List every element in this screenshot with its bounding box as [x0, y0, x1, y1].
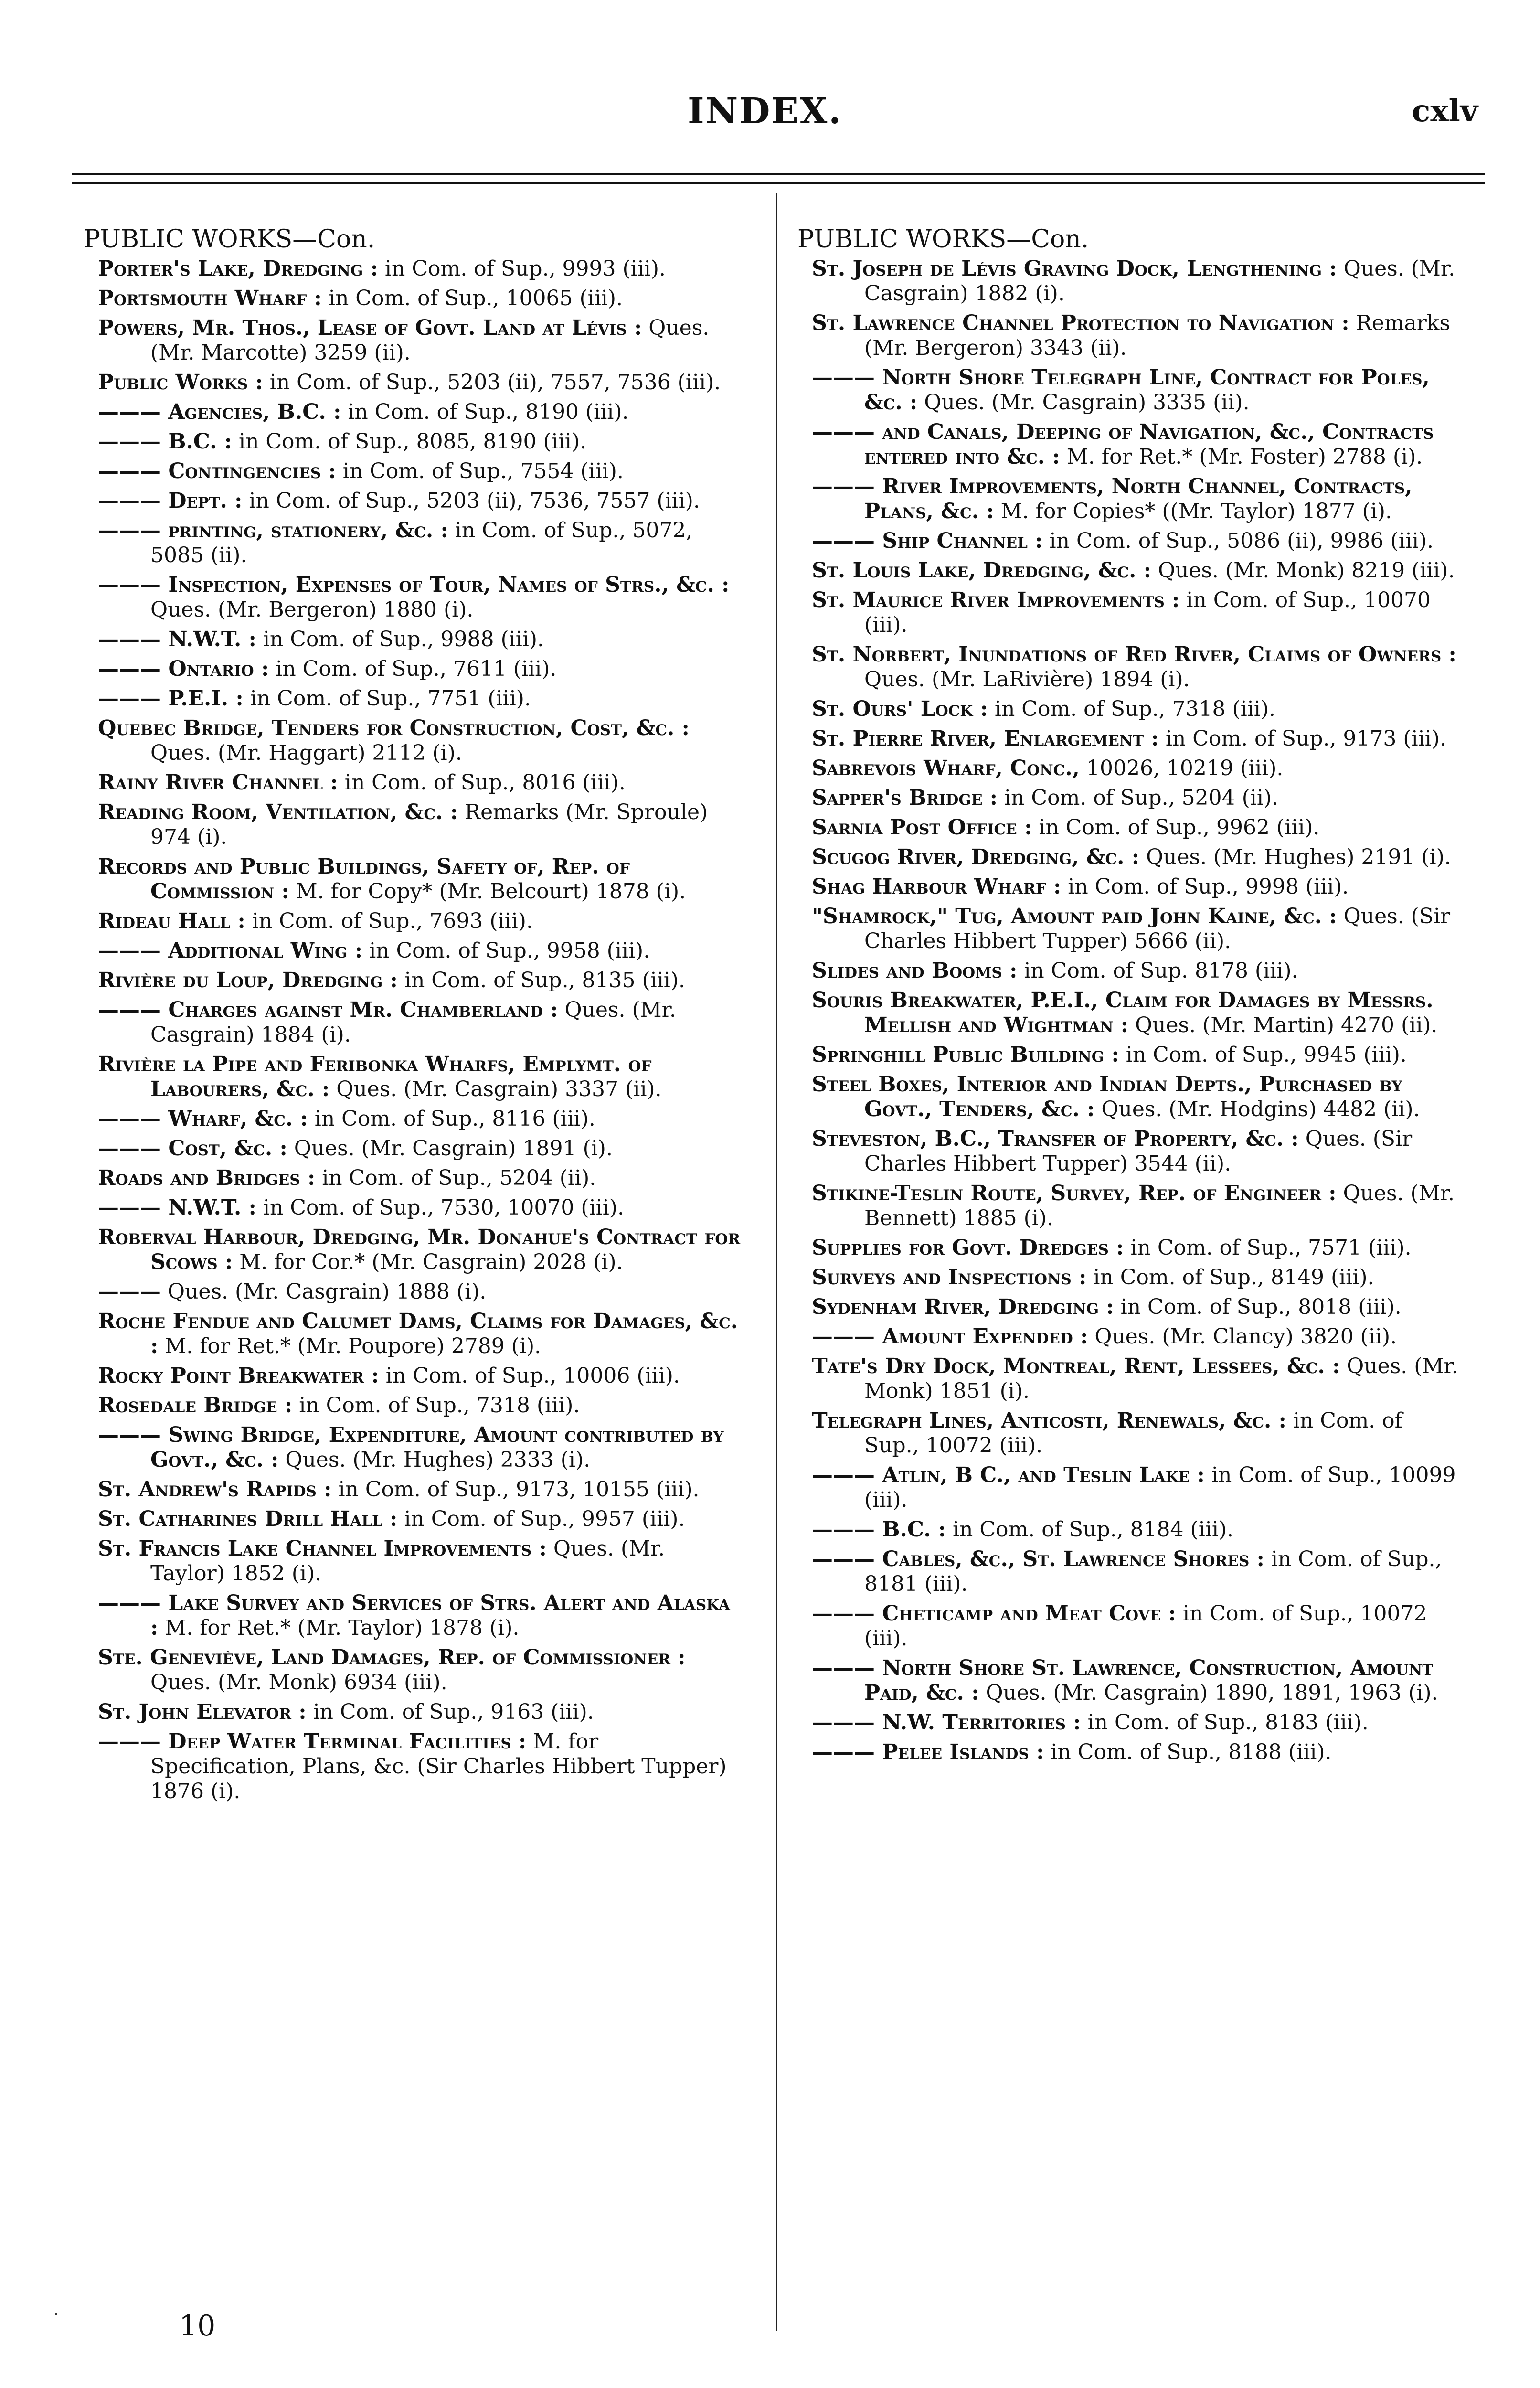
entry-heading: Rivière la Pipe and Feribonka Wharfs, Emplymt. of Labourers, &c. :: [98, 1052, 652, 1101]
entry-heading: Telegraph Lines, Anticosti, Renewals, &c. :: [812, 1408, 1286, 1433]
entry-reference: Ques. (Mr. Hodgins) 4482 (ii).: [1101, 1097, 1420, 1121]
index-entry: [797, 420, 1459, 469]
entry-reference: in Com. of Sup., 9957 (iii).: [404, 1507, 685, 1531]
index-entry: [797, 529, 1459, 554]
entry-heading: St. Joseph de Lévis Graving Dock, Lengthening :: [812, 256, 1337, 281]
entry-heading: St. Lawrence Channel Protection to Navigation :: [812, 311, 1349, 335]
entry-reference: Remarks (Mr. Bergeron) 3343 (ii).: [864, 311, 1450, 360]
entry-reference: Ques. (Mr. Casgrain) 1890, 1891, 1963 (i).: [986, 1681, 1438, 1705]
entry-heading: Steveston, B.C., Transfer of Property, &c. :: [812, 1127, 1299, 1151]
entry-heading: ——— Deep Water Terminal Facilities :: [98, 1729, 527, 1754]
entry-heading: Souris Breakwater, P.E.I., Claim for Damages by Messrs. Mellish and Wightman :: [812, 988, 1434, 1037]
entry-heading: Sarnia Post Office :: [812, 815, 1032, 840]
index-entry: [797, 1463, 1459, 1513]
index-entry: [84, 627, 745, 652]
entry-heading: ——— Agencies, B.C. :: [98, 400, 341, 424]
entry-reference: Ques. (Mr. Bennett) 1885 (i).: [864, 1181, 1455, 1230]
entry-heading: Springhill Public Building :: [812, 1043, 1119, 1067]
index-entry: [797, 1601, 1459, 1651]
entry-heading: Rosedale Bridge :: [98, 1393, 293, 1418]
entry-heading: Portsmouth Wharf :: [98, 286, 322, 310]
entry-heading: Stikine-Teslin Route, Survey, Rep. of Engineer :: [812, 1181, 1337, 1205]
index-entry: [84, 770, 745, 795]
entry-reference: in Com. of Sup., 8016 (iii).: [344, 770, 626, 795]
index-entry: [84, 1700, 745, 1725]
header-rule-bottom: [72, 182, 1485, 184]
entry-reference: in Com. of Sup., 8188 (iii).: [1051, 1740, 1332, 1764]
entry-reference: in Com. of Sup. 8178 (iii).: [1024, 959, 1298, 983]
entry-reference: Ques. (Mr. Monk) 6934 (iii).: [150, 1670, 447, 1695]
index-entry: [797, 1740, 1459, 1765]
entry-heading: Roads and Bridges :: [98, 1166, 316, 1190]
index-entry: [797, 697, 1459, 722]
index-entry: [84, 1107, 745, 1131]
entry-reference: Ques. (Mr. Taylor) 1852 (i).: [150, 1536, 665, 1586]
entry-heading: Roche Fendue and Calumet Dams, Claims for Damages, &c. :: [98, 1309, 738, 1358]
entry-heading: ——— North Shore Telegraph Line, Contract for Poles, &c. :: [812, 365, 1430, 415]
entry-reference: in Com. of Sup., 7571 (iii).: [1130, 1236, 1412, 1260]
index-entry: [797, 1656, 1459, 1706]
entry-reference: Ques. (Mr. Hughes) 2191 (i).: [1146, 845, 1451, 869]
index-entry: [797, 1547, 1459, 1597]
index-entry: [84, 518, 745, 568]
entry-heading: St. Maurice River Improvements :: [812, 588, 1180, 612]
section-heading: PUBLIC WORKS—Con.: [797, 225, 1089, 254]
entry-reference: in Com. of Sup., 5203 (ii), 7536, 7557 (iii).: [249, 489, 700, 513]
entry-heading: Shag Harbour Wharf :: [812, 874, 1062, 899]
entry-heading: Reading Room, Ventilation, &c. :: [98, 800, 458, 824]
entry-reference: in Com. of Sup., 9173 (iii).: [1165, 726, 1446, 751]
entry-heading: ——— Cheticamp and Meat Cove :: [812, 1601, 1176, 1626]
index-entry: [797, 1354, 1459, 1404]
entry-heading: ——— Additional Wing :: [98, 938, 363, 963]
index-entry: [84, 1052, 745, 1102]
entry-heading: Records and Public Buildings, Safety of, Rep. of Commission :: [98, 854, 630, 904]
index-entry: [84, 854, 745, 904]
entry-reference: in Com. of Sup., 10099 (iii).: [864, 1463, 1456, 1512]
index-entry: [84, 1507, 745, 1532]
speck-dot: [55, 2313, 57, 2315]
entry-heading: Tate's Dry Dock, Montreal, Rent, Lessees, &c. :: [812, 1354, 1340, 1378]
entry-reference: M. for Specification, Plans, &c. (Sir Charles Hibbert Tupper) 1876 (i).: [150, 1729, 727, 1803]
entry-reference: in Com. of Sup., 10072 (iii).: [864, 1601, 1427, 1651]
entry-reference: in Com. of Sup., 7611 (iii).: [276, 657, 557, 681]
index-entry: [797, 786, 1459, 810]
entry-reference: in Com. of Sup., 9962 (iii).: [1039, 815, 1320, 840]
entry-heading: Surveys and Inspections :: [812, 1265, 1087, 1290]
index-entries: [797, 256, 1459, 1765]
index-entry: [797, 988, 1459, 1038]
entry-reference: Ques. (Mr. Clancy) 3820 (ii).: [1094, 1324, 1397, 1349]
entry-heading: St. Norbert, Inundations of Red River, Claims of Owners :: [812, 642, 1456, 667]
index-entries: [84, 256, 745, 1804]
entry-heading: Rivière du Loup, Dredging :: [98, 968, 398, 992]
entry-heading: St. Louis Lake, Dredging, &c. :: [812, 558, 1151, 583]
index-entry: [84, 256, 745, 281]
entry-reference: M. for Ret.* (Mr. Taylor) 1878 (i).: [165, 1616, 520, 1640]
index-entry: [84, 1166, 745, 1191]
entry-reference: Ques. (Mr. Monk) 8219 (iii).: [1158, 558, 1455, 583]
entry-reference: Ques. (Mr. Casgrain) 1891 (i).: [294, 1136, 613, 1161]
entry-reference: Ques. (Mr. Hughes) 2333 (i).: [285, 1448, 591, 1472]
index-entry: [84, 459, 745, 484]
index-entry: [797, 365, 1459, 415]
entry-reference: in Com. of Sup., 7318 (iii).: [994, 697, 1276, 721]
entry-reference: Ques. (Mr. LaRivière) 1894 (i).: [864, 667, 1190, 692]
entry-heading: Slides and Booms :: [812, 959, 1018, 983]
entry-heading: Steel Boxes, Interior and Indian Depts., Purchased by Govt., Tenders, &c. :: [812, 1072, 1402, 1121]
entry-heading: ——— Charges against Mr. Chamberland :: [98, 998, 558, 1022]
entry-heading: ——— printing, stationery, &c. :: [98, 518, 448, 543]
entry-heading: ——— Swing Bridge, Expenditure, Amount contributed by Govt., &c. :: [98, 1423, 724, 1472]
entry-reference: in Com. of Sup., 8149 (iii).: [1093, 1265, 1374, 1290]
index-entry: [797, 1265, 1459, 1290]
index-entry: [797, 1517, 1459, 1542]
entry-heading: ——— Pelee Islands :: [812, 1740, 1044, 1764]
index-entry: [797, 815, 1459, 840]
entry-reference: in Com. of Sup., 10006 (iii).: [385, 1364, 680, 1388]
index-entry: [84, 657, 745, 682]
entry-heading: ——— B.C. :: [98, 429, 232, 454]
index-entry: [797, 1295, 1459, 1320]
index-entry: [84, 686, 745, 711]
entry-reference: in Com. of Sup., 9945 (iii).: [1126, 1043, 1407, 1067]
entry-reference: Ques. (Sir Charles Hibbert Tupper) 5666 (ii).: [864, 904, 1451, 953]
index-entry: [84, 1364, 745, 1388]
entry-reference: in Com. of Sup., 5203 (ii), 7557, 7536 (iii).: [269, 370, 721, 394]
index-entry: [84, 909, 745, 934]
page-title: INDEX.: [688, 91, 843, 132]
entry-reference: in Com. of Sup., 9958 (iii).: [369, 938, 650, 963]
entry-reference: 10026, 10219 (iii).: [1086, 756, 1284, 780]
entry-reference: M. for Cor.* (Mr. Casgrain) 2028 (i).: [239, 1250, 623, 1274]
index-entry: [797, 588, 1459, 638]
entry-reference: in Com. of Sup., 7693 (iii).: [252, 909, 533, 933]
entry-heading: Ste. Geneviève, Land Damages, Rep. of Commissioner :: [98, 1645, 686, 1670]
index-entry: [797, 1408, 1459, 1458]
entry-heading: ——— Amount Expended :: [812, 1324, 1088, 1349]
index-entry: [84, 1423, 745, 1472]
index-entry: [84, 286, 745, 311]
entry-reference: in Com. of Sup., 10065 (iii).: [328, 286, 623, 310]
index-entry: [84, 1591, 745, 1641]
entry-reference: Ques. (Mr. Casgrain) 1884 (i).: [150, 998, 676, 1047]
entry-reference: in Com. of Sup., 8181 (iii).: [864, 1547, 1442, 1596]
left-column: [84, 227, 745, 1809]
right-column: [797, 227, 1459, 1770]
entry-reference: M. for Ret.* (Mr. Poupore) 2789 (i).: [165, 1334, 542, 1358]
entry-reference: in Com. of Sup., 10072 (iii).: [864, 1408, 1402, 1458]
entry-reference: in Com. of Sup., 7530, 10070 (iii).: [263, 1195, 624, 1220]
entry-reference: in Com. of Sup., 7751 (iii).: [250, 686, 531, 711]
index-entry: [797, 1710, 1459, 1735]
entry-heading: ——— N.W. Territories :: [812, 1710, 1081, 1735]
entry-heading: "Shamrock," Tug, Amount paid John Kaine, &c. :: [812, 904, 1337, 928]
entry-heading: Rainy River Channel :: [98, 770, 338, 795]
index-entry: [84, 429, 745, 454]
entry-heading: ——— B.C. :: [812, 1517, 946, 1542]
index-entry: [84, 1309, 745, 1359]
entry-heading: St. Francis Lake Channel Improvements :: [98, 1536, 547, 1561]
index-entry: [84, 1136, 745, 1161]
entry-heading: Porter's Lake, Dredging :: [98, 256, 378, 281]
entry-heading: ——— and Canals, Deeping of Navigation, &c., Contracts entered into &c. :: [812, 420, 1434, 469]
index-entry: [797, 1072, 1459, 1122]
index-entry: [84, 400, 745, 425]
index-entry: [797, 874, 1459, 899]
entry-heading: ——— Ship Channel :: [812, 529, 1043, 553]
index-entry: [84, 573, 745, 622]
index-entry: [797, 756, 1459, 781]
entry-heading: ——— N.W.T. :: [98, 1195, 256, 1220]
entry-reference: Ques. (Mr. Casgrain) 1888 (i).: [168, 1279, 487, 1304]
entry-reference: Ques. (Mr. Bergeron) 1880 (i).: [150, 597, 474, 622]
index-entry: [797, 845, 1459, 870]
entry-heading: Sydenham River, Dredging :: [812, 1295, 1114, 1319]
index-entry: [84, 1279, 745, 1304]
entry-heading: Rocky Point Breakwater :: [98, 1364, 379, 1388]
index-entry: [84, 1477, 745, 1502]
index-entry: [797, 642, 1459, 692]
index-entry: [84, 1536, 745, 1586]
entry-heading: ——— North Shore St. Lawrence, Construction, Amount Paid, &c. :: [812, 1656, 1434, 1705]
header-rule-top: [72, 173, 1485, 175]
index-entry: [84, 1645, 745, 1695]
entry-reference: Ques. (Mr. Martin) 4270 (ii).: [1135, 1013, 1438, 1037]
entry-heading: St. Catharines Drill Hall :: [98, 1507, 398, 1531]
index-entry: [797, 1236, 1459, 1260]
entry-reference: in Com. of Sup., 9988 (iii).: [263, 627, 544, 651]
index-entry: [84, 316, 745, 365]
index-entry: [797, 558, 1459, 583]
index-entry: [84, 1729, 745, 1804]
entry-reference: in Com. of Sup., 5204 (ii).: [1004, 786, 1279, 810]
entry-reference: in Com. of Sup., 8135 (iii).: [404, 968, 686, 992]
section-heading: PUBLIC WORKS—Con.: [84, 225, 375, 254]
entry-heading: ——— River Improvements, North Channel, Contracts, Plans, &c. :: [812, 474, 1413, 523]
entry-heading: ——— Wharf, &c. :: [98, 1107, 308, 1131]
entry-reference: in Com. of Sup., 8116 (iii).: [314, 1107, 595, 1131]
entry-reference: in Com. of Sup., 5086 (ii), 9986 (iii).: [1049, 529, 1434, 553]
entry-reference: in Com. of Sup., 5072, 5085 (ii).: [150, 518, 693, 567]
entry-reference: Ques. (Mr. Casgrain) 3337 (ii).: [336, 1077, 662, 1101]
entry-reference: in Com. of Sup., 7554 (iii).: [342, 459, 624, 483]
entry-reference: in Com. of Sup., 5204 (ii).: [322, 1166, 596, 1190]
entry-reference: in Com. of Sup., 8183 (iii).: [1087, 1710, 1369, 1735]
index-entry: [797, 726, 1459, 751]
entry-reference: in Com. of Sup., 8190 (iii).: [348, 400, 629, 424]
entry-heading: ——— N.W.T. :: [98, 627, 256, 651]
index-entry: [84, 1393, 745, 1418]
entry-heading: Public Works :: [98, 370, 263, 394]
entry-reference: in Com. of Sup., 8085, 8190 (iii).: [238, 429, 587, 454]
index-entry: [84, 998, 745, 1047]
index-entry: [797, 311, 1459, 361]
entry-heading: ——— P.E.I. :: [98, 686, 244, 711]
index-entry: [84, 489, 745, 513]
entry-heading: Supplies for Govt. Dredges :: [812, 1236, 1124, 1260]
entry-heading: Rideau Hall :: [98, 909, 245, 933]
index-entry: [84, 938, 745, 963]
entry-reference: in Com. of Sup., 8018 (iii).: [1120, 1295, 1402, 1319]
entry-heading: ——— Ontario :: [98, 657, 269, 681]
entry-heading: ——— Inspection, Expenses of Tour, Names of Strs., &c. :: [98, 573, 730, 597]
entry-heading: St. Ours' Lock :: [812, 697, 988, 721]
entry-heading: Powers, Mr. Thos., Lease of Govt. Land at Lévis :: [98, 316, 642, 340]
entry-reference: in Com. of Sup., 7318 (iii).: [299, 1393, 580, 1418]
entry-reference: M. for Copy* (Mr. Belcourt) 1878 (i).: [296, 879, 686, 904]
index-entry: [84, 716, 745, 766]
index-entry: [797, 1324, 1459, 1349]
entry-reference: in Com. of Sup., 9993 (iii).: [384, 256, 666, 281]
entry-heading: ——— Lake Survey and Services of Strs. Alert and Alaska :: [98, 1591, 730, 1640]
entry-heading: Roberval Harbour, Dredging, Mr. Donahue's Contract for Scows :: [98, 1225, 741, 1274]
entry-heading: Sabrevois Wharf, Conc.,: [812, 756, 1080, 780]
index-entry: [797, 1181, 1459, 1231]
entry-reference: Ques. (Mr. Casgrain) 3335 (ii).: [924, 390, 1250, 415]
entry-heading: ——— Cost, &c. :: [98, 1136, 287, 1161]
entry-heading: St. Andrew's Rapids :: [98, 1477, 332, 1502]
entry-heading: Quebec Bridge, Tenders for Construction, Cost, &c. :: [98, 716, 690, 740]
entry-reference: in Com. of Sup., 9163 (iii).: [313, 1700, 594, 1724]
index-entry: [797, 474, 1459, 524]
entry-reference: M. for Copies* ((Mr. Taylor) 1877 (i).: [1000, 499, 1392, 523]
entry-reference: in Com. of Sup., 8184 (iii).: [952, 1517, 1234, 1542]
entry-heading: ——— Cables, &c., St. Lawrence Shores :: [812, 1547, 1264, 1571]
entry-heading: St. Pierre River, Enlargement :: [812, 726, 1159, 751]
entry-reference: Ques. (Mr. Haggart) 2112 (i).: [150, 741, 462, 765]
entry-heading: Scugog River, Dredging, &c. :: [812, 845, 1140, 869]
entry-heading: Sapper's Bridge :: [812, 786, 998, 810]
entry-reference: Ques. (Mr. Casgrain) 1882 (i).: [864, 256, 1455, 306]
index-entry: [84, 1225, 745, 1275]
entry-reference: Ques. (Sir Charles Hibbert Tupper) 3544 (ii).: [864, 1127, 1413, 1176]
index-entry: [797, 256, 1459, 306]
entry-reference: Ques. (Mr. Marcotte) 3259 (ii).: [150, 316, 710, 365]
entry-heading: ——— Dept. :: [98, 489, 243, 513]
index-entry: [84, 968, 745, 993]
entry-reference: in Com. of Sup., 10070 (iii).: [864, 588, 1431, 637]
entry-reference: in Com. of Sup., 9998 (iii).: [1068, 874, 1349, 899]
index-entry: [797, 959, 1459, 983]
index-entry: [84, 800, 745, 850]
entry-reference: Ques. (Mr. Monk) 1851 (i).: [864, 1354, 1458, 1403]
entry-reference: M. for Ret.* (Mr. Foster) 2788 (i).: [1066, 445, 1423, 469]
entry-heading: ——— Contingencies :: [98, 459, 336, 483]
entry-heading: St. John Elevator :: [98, 1700, 307, 1724]
entry-reference: in Com. of Sup., 9173, 10155 (iii).: [338, 1477, 700, 1502]
column-divider: [776, 193, 777, 2331]
entry-reference: Remarks (Mr. Sproule) 974 (i).: [150, 800, 708, 849]
folio-number: 10: [179, 2309, 216, 2343]
page-number: cxlv: [1412, 93, 1478, 129]
entry-heading: ———: [98, 1279, 161, 1304]
index-entry: [84, 1195, 745, 1220]
index-entry: [797, 904, 1459, 954]
index-entry: [84, 370, 745, 395]
index-entry: [797, 1127, 1459, 1176]
index-entry: [797, 1043, 1459, 1067]
entry-heading: ——— Atlin, B C., and Teslin Lake :: [812, 1463, 1205, 1487]
